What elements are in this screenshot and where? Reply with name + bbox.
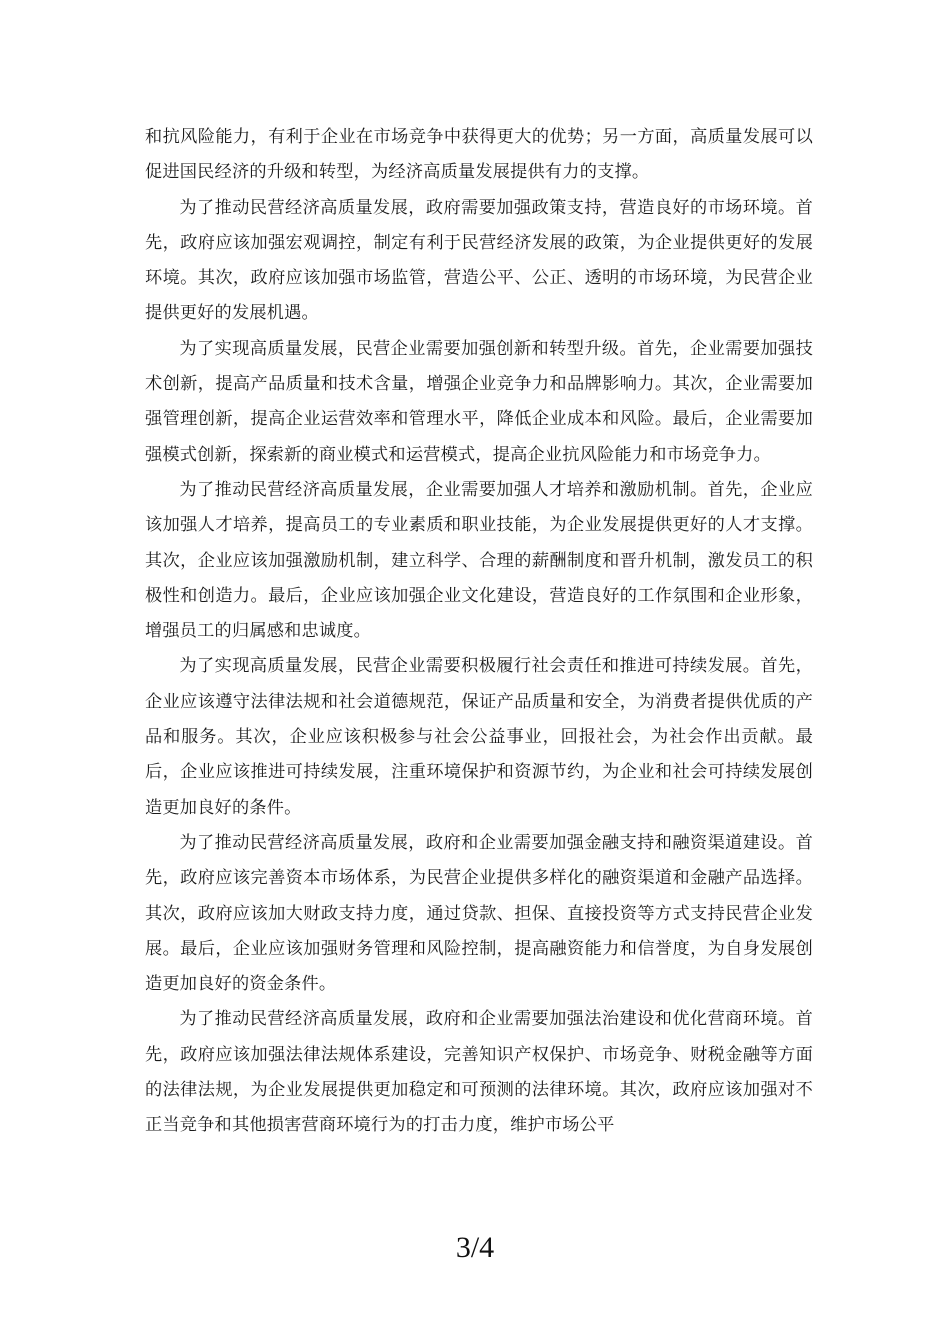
paragraph-innovation: 为了实现高质量发展，民营企业需要加强创新和转型升级。首先，企业需要加强技术创新，提高产品质量和技术含量，增强企业竞争力和品牌影响力。其次，企业需要加强管理创新，提高企业运营效率和管理水平，降低企业成本和风险。最后，企业需要加强模式创新，探索新的商业模式和运营模式，提高企业抗风险能力和市场竞争力。 [145,338,813,465]
paragraph-talent: 为了推动民营经济高质量发展，企业需要加强人才培养和激励机制。首先，企业应该加强人才培养，提高员工的专业素质和职业技能，为企业发展提供更好的人才支撑。其次，企业应该加强激励机制，建立科学、合理的薪酬制度和晋升机制，激发员工的积极性和创造力。最后，企业应该加强企业文化建设，营造良好的工作氛围和企业形象，增强员工的归属感和忠诚度。 [145,479,813,642]
document-body [145,120,813,1144]
paragraph-finance: 为了推动民营经济高质量发展，政府和企业需要加强金融支持和融资渠道建设。首先，政府应该完善资本市场体系，为民营企业提供多样化的融资渠道和金融产品选择。其次，政府应该加大财政支持力度，通过贷款、担保、直接投资等方式支持民营企业发展。最后，企业应该加强财务管理和风险控制，提高融资能力和信誉度，为自身发展创造更加良好的资金条件。 [145,832,813,995]
page-number: 3/4 [455,1231,495,1264]
paragraph-social-responsibility: 为了实现高质量发展，民营企业需要积极履行社会责任和推进可持续发展。首先，企业应该遵守法律法规和社会道德规范，保证产品质量和安全，为消费者提供优质的产品和服务。其次，企业应该积极参与社会公益事业，回报社会，为社会作出贡献。最后，企业应该推进可持续发展，注重环境保护和资源节约，为企业和社会可持续发展创造更加良好的条件。 [145,656,813,818]
paragraph-continued: 和抗风险能力，有利于企业在市场竞争中获得更大的优势；另一方面，高质量发展可以促进国民经济的升级和转型，为经济高质量发展提供有力的支撑。 [145,127,813,183]
paragraph-policy-support: 为了推动民营经济高质量发展，政府需要加强政策支持，营造良好的市场环境。首先，政府应该加强宏观调控，制定有利于民营经济发展的政策，为企业提供更好的发展环境。其次，政府应该加强市场监管，营造公平、公正、透明的市场环境，为民营企业提供更好的发展机遇。 [145,197,813,324]
paragraph-rule-of-law: 为了推动民营经济高质量发展，政府和企业需要加强法治建设和优化营商环境。首先，政府应该加强法律法规体系建设，完善知识产权保护、市场竞争、财税金融等方面的法律法规，为企业发展提供更加稳定和可预测的法律环境。其次，政府应该加强对不正当竞争和其他损害营商环境行为的打击力度，维护市场公平 [145,1009,813,1136]
